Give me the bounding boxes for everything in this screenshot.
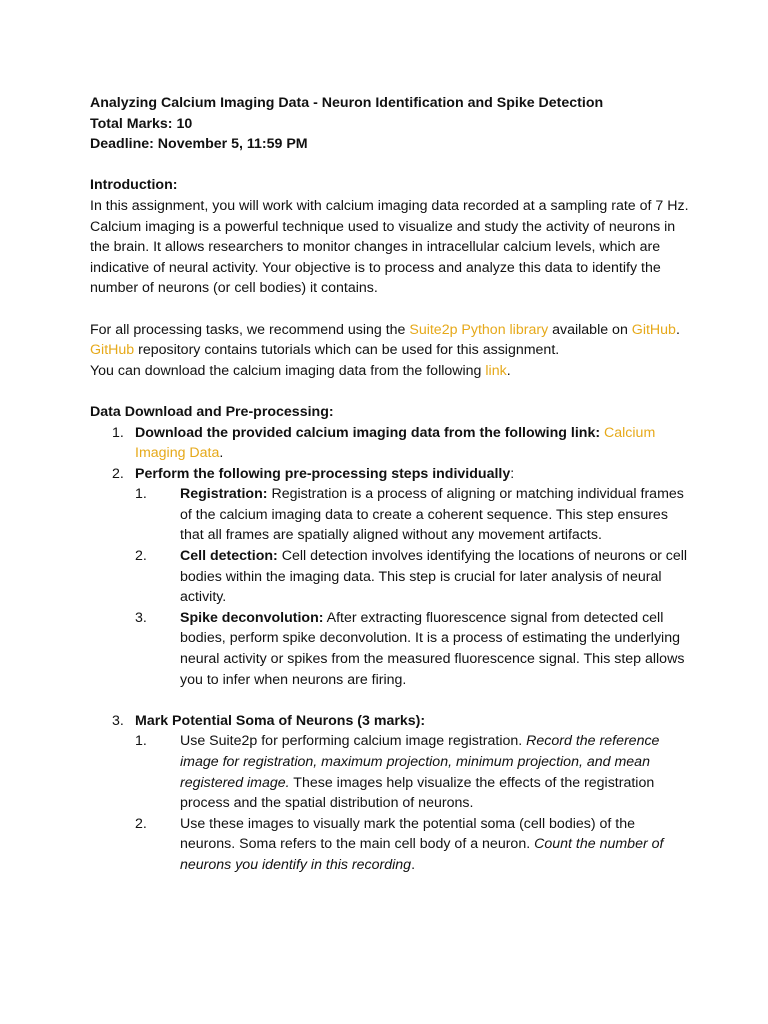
intro-heading: Introduction: <box>90 177 178 194</box>
deadline: Deadline: November 5, 11:59 PM <box>90 136 308 153</box>
sublist-soma <box>135 731 690 875</box>
data-link[interactable]: link <box>485 362 507 379</box>
total-marks: Total Marks: 10 <box>90 115 193 132</box>
list-item: 1. Use Suite2p for performing calcium image registration. Record the reference image for registration, maximum projection, minimum projection, and mean registered image. These images help visualize the effects of the registration process and the spatial distribution of neurons. <box>135 733 660 812</box>
doc-title: Analyzing Calcium Imaging Data - Neuron Identification and Spike Detection <box>90 95 604 111</box>
sublist-preprocessing <box>135 484 690 690</box>
list-item: 3. Spike deconvolution: After extracting fluorescence signal from detected cell bodies, perform spike deconvolution. It is a process of estimating the underlying neural activity or spikes from the measured fluorescence signal. This step allows you to infer when neurons are firing. <box>135 609 685 688</box>
tools-paragraph: For all processing tasks, we recommend using the Suite2p Python library available on GitHub. GitHub repository contains tutorials which can be used for this assignment. <box>90 321 680 359</box>
list-item: 1. Download the provided calcium imaging data from the following link: Calcium Imaging Data. <box>112 424 656 462</box>
suite2p-link[interactable]: Suite2p Python library <box>409 321 549 338</box>
list-item: 1. Registration: Registration is a process of aligning or matching individual frames of the calcium imaging data to create a coherent sequence. This step ensures that all frames are spatially aligned without any movement artifacts. <box>135 486 684 544</box>
list-item: 2. Use these images to visually mark the potential soma (cell bodies) of the neurons. Soma refers to the main cell body of a neuron. Count the number of neurons you identify in this recording. <box>135 815 664 873</box>
document-body <box>90 93 690 876</box>
github-repo-link[interactable]: GitHub <box>90 342 135 359</box>
github-link[interactable]: GitHub <box>631 321 676 338</box>
calcium-data-link[interactable]: Calcium Imaging Data <box>135 424 656 462</box>
intro-text: In this assignment, you will work with calcium imaging data recorded at a sampling rate of 7 Hz. Calcium imaging is a powerful technique used to visualize and study the activity of neurons in the brain. It allows researchers to monitor changes in intracellular calcium levels, which are indicative of neural activity. Your objective is to process and analyze this data to identify the number of neurons (or cell bodies) it contains. <box>90 197 689 297</box>
list-item: 2. Cell detection: Cell detection involves identifying the locations of neurons or cell bodies within the imaging data. This step is crucial for later analysis of neural activity. <box>135 548 688 606</box>
list-item: 3. Mark Potential Soma of Neurons (3 marks): 1. Use Suite2p for performing calcium image registration. Record the reference image for registration, maximum projection, minimum projection, and mean registered image. These images help visualize the effects of the registration process and the spatial distribution of neurons. 2. Use these images to visually mark the potential soma (cell bodies) of the neurons. Soma refers to the main cell body of a neuron. Count the number of neurons you identify in this recording. <box>90 711 690 876</box>
section-heading: Data Download and Pre-processing: <box>90 403 334 420</box>
list-item: 2. Perform the following pre-processing steps individually: 1. Registration: Registration is a process of aligning or matching individual frames of the calcium imaging data to create a coherent sequence. This step ensures that all frames are spatially aligned without any movement artifacts. 2. Cell detection: Cell detection involves identifying the locations of neurons or cell bodies within the imaging data. This step is crucial for later analysis of neural activity. 3. Spike deconvolution: After extracting fluorescence signal from detected cell bodies, perform spike deconvolution. It is a process of estimating the underlying neural activity or spikes from the measured fluorescence signal. This step allows you to infer when neurons are firing. <box>90 464 690 691</box>
download-paragraph: You can download the calcium imaging data from the following link. <box>90 362 511 379</box>
task-list <box>90 423 690 876</box>
